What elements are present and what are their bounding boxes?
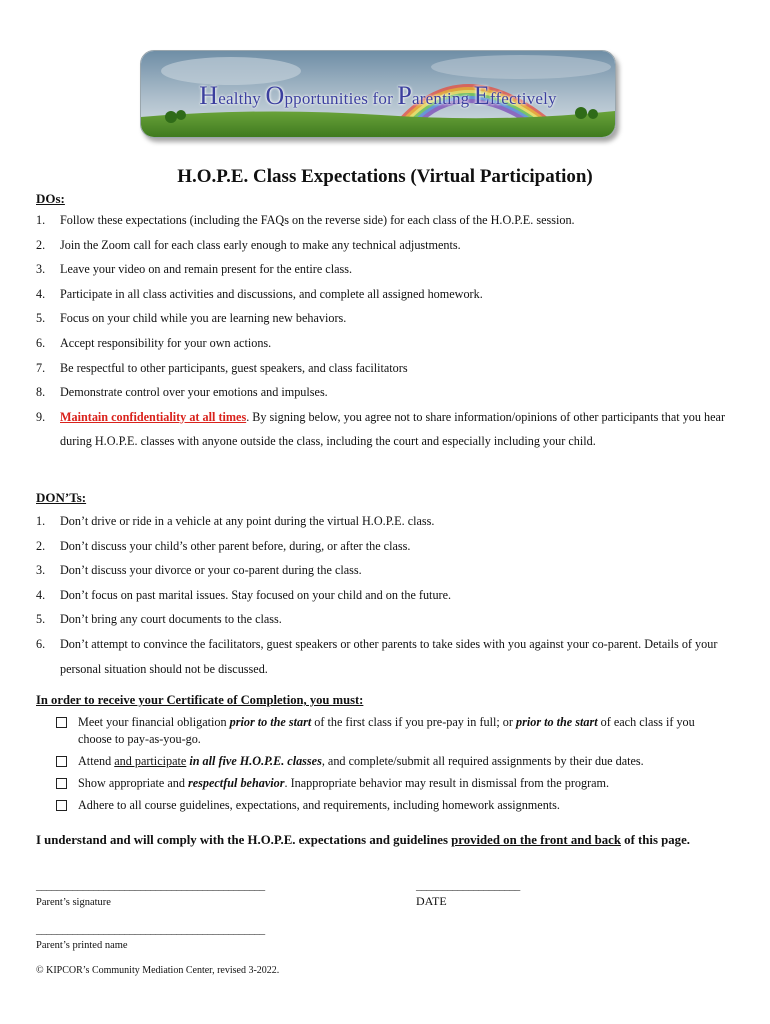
checklist-item: Show appropriate and respectful behavior. Inappropriate behavior may result in dismissal from the program.: [56, 775, 728, 792]
certificate-checklist: [56, 714, 728, 819]
checkbox-icon[interactable]: [56, 800, 67, 811]
date-label: DATE: [416, 894, 447, 908]
certificate-heading: In order to receive your Certificate of Completion, you must:: [36, 693, 364, 707]
parent-signature-label: Parent’s signature: [36, 897, 111, 908]
list-item: 3. Leave your video on and remain present for the entire class.: [36, 262, 353, 277]
checkbox-icon[interactable]: [56, 756, 67, 767]
list-item: 5. Don’t bring any court documents to the class.: [36, 612, 282, 627]
checkbox-icon[interactable]: [56, 717, 67, 728]
agreement-statement: I understand and will comply with the H.O.P.E. expectations and guidelines provided on the front and back of this page.: [36, 833, 690, 847]
list-item: 2. Don’t discuss your child’s other parent before, during, or after the class.: [36, 538, 411, 553]
list-item: 9. Maintain confidentiality at all times. By signing below, you agree not to share information/opinions of other participants that you hear during H.O.P.E. classes with anyone outside the class, including the court and especially including your child.: [36, 409, 726, 449]
list-item: 6. Don’t attempt to convince the facilitators, guest speakers or other parents to take sides with you against your co-parent. Details of your personal situation should not be discussed.: [36, 636, 718, 676]
list-item: 6. Accept responsibility for your own actions.: [36, 335, 272, 350]
list-item: 3. Don’t discuss your divorce or your co-parent during the class.: [36, 563, 362, 578]
list-item: 2. Join the Zoom call for each class early enough to make any technical adjustments.: [36, 237, 461, 252]
dos-heading: DOs:: [36, 191, 65, 206]
checklist-item: Adhere to all course guidelines, expectations, and requirements, including homework assignments.: [56, 797, 728, 814]
list-item: 8. Demonstrate control over your emotions and impulses.: [36, 385, 328, 400]
confidentiality-emphasis: Maintain confidentiality at all times: [60, 409, 247, 424]
copyright-footer: © KIPCOR’s Community Mediation Center, revised 3-2022.: [36, 965, 280, 976]
list-item: 5. Focus on your child while you are learning new behaviors.: [36, 311, 347, 326]
list-item: 7. Be respectful to other participants, guest speakers, and class facilitators: [36, 360, 408, 375]
printed-name-label: Parent’s printed name: [36, 940, 128, 951]
parent-signature-line[interactable]: ____________________________________________: [36, 880, 265, 892]
banner-title: Healthy Opportunities for Parenting Effectively: [199, 81, 557, 110]
date-line[interactable]: ____________________: [416, 880, 521, 892]
printed-name-line[interactable]: ____________________________________________: [36, 924, 265, 936]
hope-banner: [140, 50, 616, 138]
checklist-item: Meet your financial obligation prior to the start of the first class if you pre-pay in full; or prior to the start of each class if you choose to pay-as-you-go.: [56, 714, 728, 748]
list-item: 4. Participate in all class activities and discussions, and complete all assigned homework.: [36, 286, 483, 301]
page-title: H.O.P.E. Class Expectations (Virtual Participation): [177, 166, 593, 187]
donts-list: [36, 509, 736, 681]
checklist-item: Attend and participate in all five H.O.P.E. classes, and complete/submit all required assignments by their due dates.: [56, 753, 728, 770]
list-item: 1. Don’t drive or ride in a vehicle at any point during the virtual H.O.P.E. class.: [36, 514, 435, 528]
checkbox-icon[interactable]: [56, 778, 67, 789]
dos-list: [36, 208, 736, 454]
list-item: 1. Follow these expectations (including the FAQs on the reverse side) for each class of the H.O.P.E. session.: [36, 213, 575, 227]
donts-heading: DON’Ts:: [36, 490, 87, 505]
list-item: 4. Don’t focus on past marital issues. Stay focused on your child and on the future.: [36, 587, 452, 602]
